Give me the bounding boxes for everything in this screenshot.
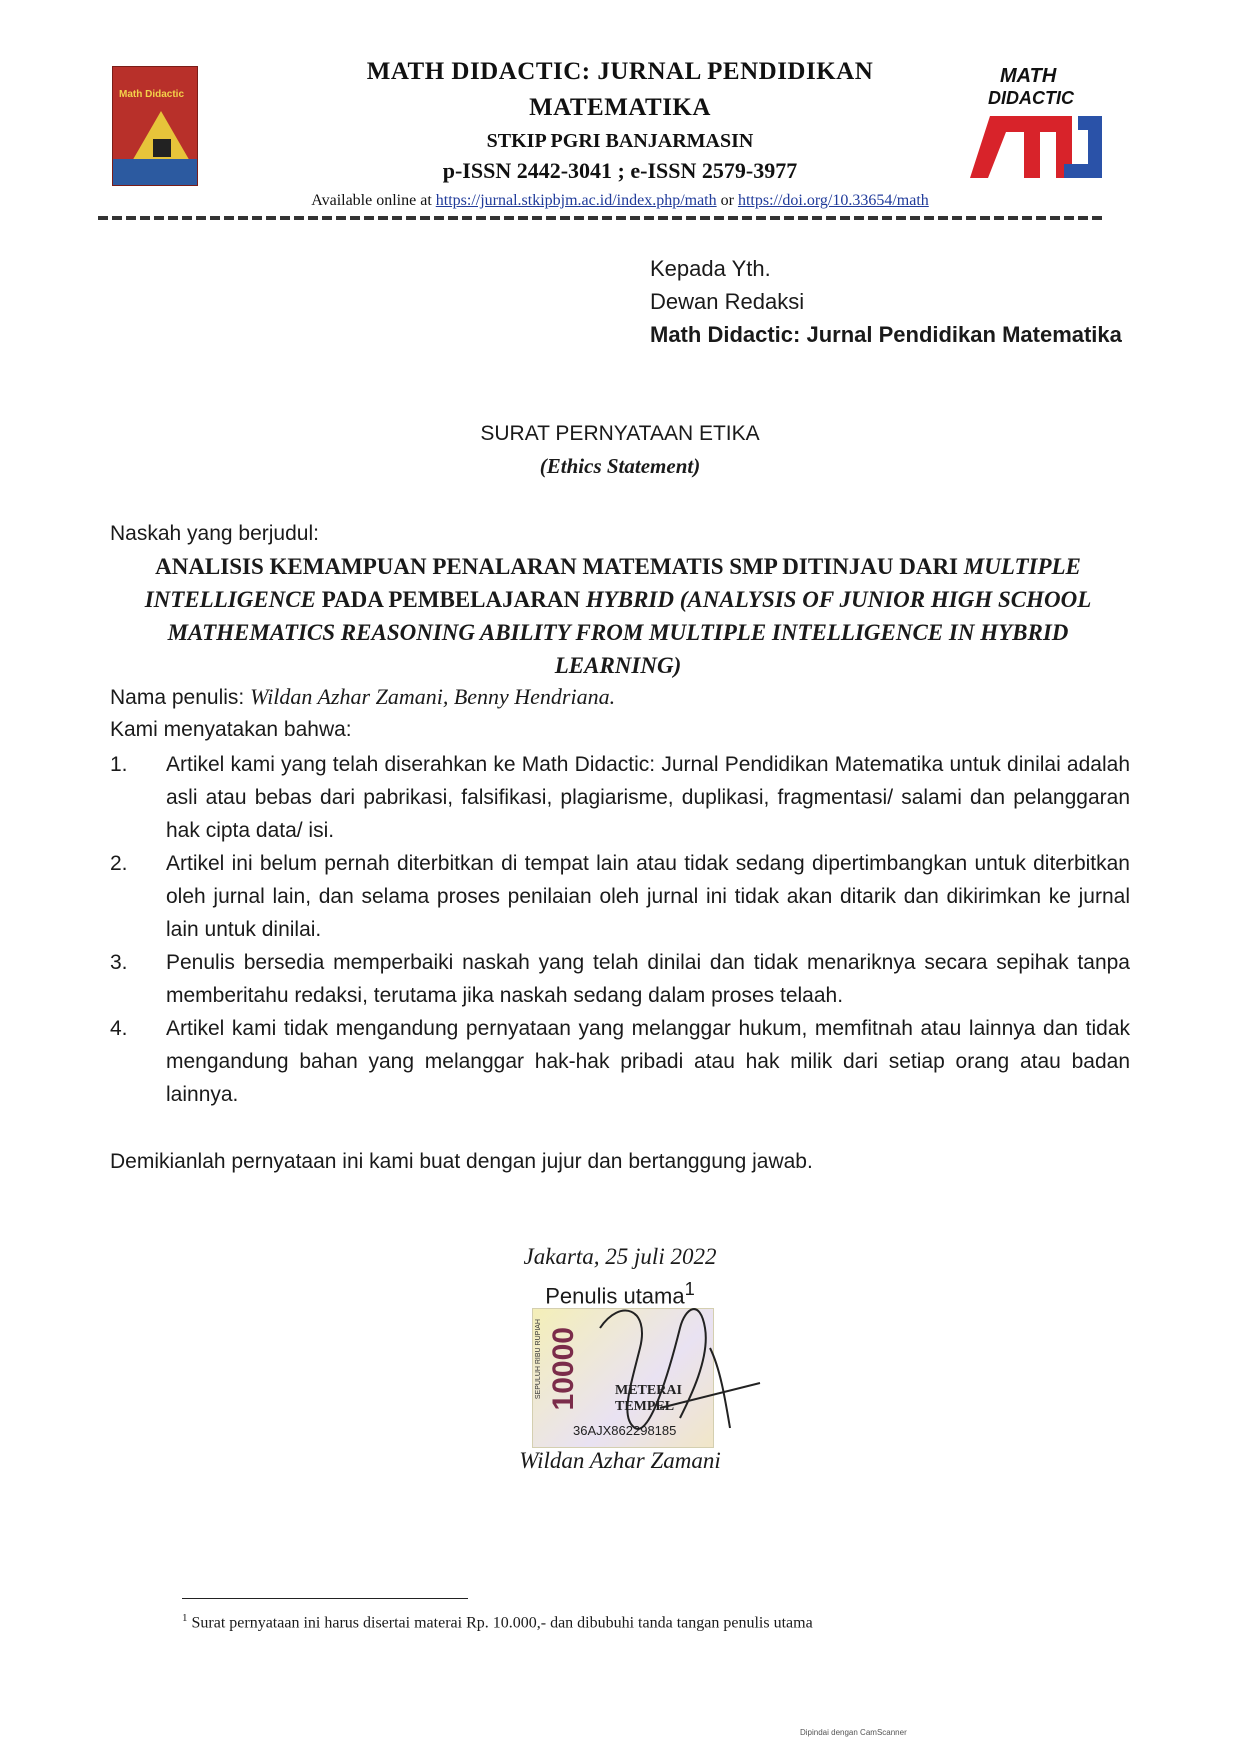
- declaration-item: [110, 748, 1130, 847]
- doi-link[interactable]: https://doi.org/10.33654/math: [737, 192, 929, 209]
- signer-name: Wildan Azhar Zamani: [519, 1448, 721, 1473]
- journal-cover-image: [112, 66, 198, 186]
- scanner-watermark: Dipindai dengan CamScanner: [800, 1728, 907, 1737]
- manuscript-intro: Naskah yang berjudul:: [110, 522, 319, 545]
- footnote-text: Surat pernyataan ini harus disertai materai Rp. 10.000,- dan dibubuhi tanda tangan penulis utama: [187, 1614, 813, 1632]
- recipient-line1: Kepada Yth.: [650, 256, 771, 281]
- footnote: [182, 1612, 813, 1632]
- or-text: or: [716, 192, 738, 209]
- declaration-number: 2.: [110, 852, 128, 875]
- handwritten-signature: [560, 1288, 770, 1448]
- logo-m-shape: [970, 116, 1072, 178]
- cover-square-graphic: [153, 139, 171, 157]
- math-didactic-logo: [960, 60, 1106, 184]
- statement-subtitle: (Ethics Statement): [539, 454, 701, 478]
- footnote-mark: 1: [684, 1278, 695, 1299]
- availability-line: [260, 192, 980, 210]
- institution-name: STKIP PGRI BANJARMASIN: [486, 130, 754, 152]
- article-title-part2: MULTIPLE INTELLIGENCE: [144, 554, 1081, 612]
- article-title-part4: HYBRID (ANALYSIS OF JUNIOR HIGH SCHOOL MATHEMATICS REASONING ABILITY FROM MULTIPLE INTELLIGENCE IN HYBRID LEARNING): [167, 587, 1092, 678]
- footnote-divider: [182, 1598, 468, 1599]
- recipient-block: [650, 252, 1122, 351]
- stamp-side-text: SEPULUH RIBU RUPIAH: [535, 1319, 542, 1400]
- declaration-text: Artikel kami tidak mengandung pernyataan yang melanggar hukum, memfitnah atau lainnya dan tidak mengandung bahan yang melanggar hak-hak pribadi atau hak milik dari setiap orang atau badan lainnya.: [166, 1017, 1130, 1106]
- article-title: [110, 550, 1126, 682]
- logo-text-didactic: DIDACTIC: [988, 88, 1074, 108]
- declaration-list: [110, 748, 1130, 1111]
- available-prefix: Available online at: [311, 192, 436, 209]
- author-line: [110, 684, 615, 710]
- issn-line: p-ISSN 2442-3041 ; e-ISSN 2579-3977: [442, 158, 798, 183]
- statement-title-block: [300, 418, 940, 482]
- cover-title: Math Didactic: [119, 89, 185, 100]
- declaration-number: 3.: [110, 951, 128, 974]
- place-date: Jakarta, 25 juli 2022: [523, 1244, 717, 1269]
- cover-band-graphic: [113, 159, 197, 185]
- statement-title: SURAT PERNYATAAN ETIKA: [480, 422, 760, 445]
- author-names: Wildan Azhar Zamani, Benny Hendriana.: [250, 684, 616, 709]
- stamp-value: 10000: [547, 1327, 580, 1411]
- declaration-item: [110, 946, 1130, 1012]
- journal-name-line2: MATEMATIKA: [529, 94, 711, 121]
- footnote-number: 1: [182, 1612, 188, 1624]
- recipient-line2: Dewan Redaksi: [650, 289, 805, 314]
- author-label: Nama penulis:: [110, 686, 251, 709]
- declaration-number: 1.: [110, 753, 128, 776]
- declaration-item: [110, 847, 1130, 946]
- stamp-label1: METERAI: [615, 1383, 682, 1398]
- declaration-text: Penulis bersedia memperbaiki naskah yang telah dinilai dan tidak menariknya secara sepihak tanpa memberitahu redaksi, terutama jika naskah sedang dalam proses telaah.: [166, 951, 1130, 1007]
- declaration-text: Artikel ini belum pernah diterbitkan di tempat lain atau tidak sedang dipertimbangkan untuk diterbitkan oleh jurnal lain, dan selama proses penilaian oleh jurnal ini tidak akan ditarik dan dikirimkan ke jurnal lain untuk dinilai.: [166, 852, 1130, 941]
- closing-statement: Demikianlah pernyataan ini kami buat dengan jujur dan bertanggung jawab.: [110, 1150, 813, 1173]
- header-divider: [98, 216, 1104, 220]
- declaration-text: Artikel kami yang telah diserahkan ke Math Didactic: Jurnal Pendidikan Matematika untuk dinilai adalah asli atau bebas dari pabrikasi, falsifikasi, plagiarisme, duplikasi, fragmentasi/ salami dan pelanggaran hak cipta data/ isi.: [166, 753, 1130, 842]
- recipient-line3: Math Didactic: Jurnal Pendidikan Matematika: [650, 322, 1122, 347]
- declaration-item: [110, 1012, 1130, 1111]
- article-title-part1: ANALISIS KEMAMPUAN PENALARAN MATEMATIS SMP DITINJAU DARI: [155, 554, 964, 579]
- journal-link[interactable]: https://jurnal.stkipbjm.ac.id/index.php/math: [435, 192, 717, 209]
- journal-name-line1: MATH DIDACTIC: JURNAL PENDIDIKAN: [366, 58, 874, 85]
- logo-text-math: MATH: [1000, 65, 1057, 87]
- declaration-intro: Kami menyatakan bahwa:: [110, 718, 352, 741]
- signature-stroke: [600, 1309, 760, 1429]
- stamp-label2: TEMPEL: [615, 1399, 675, 1414]
- declaration-number: 4.: [110, 1017, 128, 1040]
- signer-role-text: Penulis utama: [545, 1283, 685, 1309]
- article-title-part3: PADA PEMBELAJARAN: [315, 587, 586, 612]
- stamp-serial: 36AJX862298185: [573, 1423, 677, 1438]
